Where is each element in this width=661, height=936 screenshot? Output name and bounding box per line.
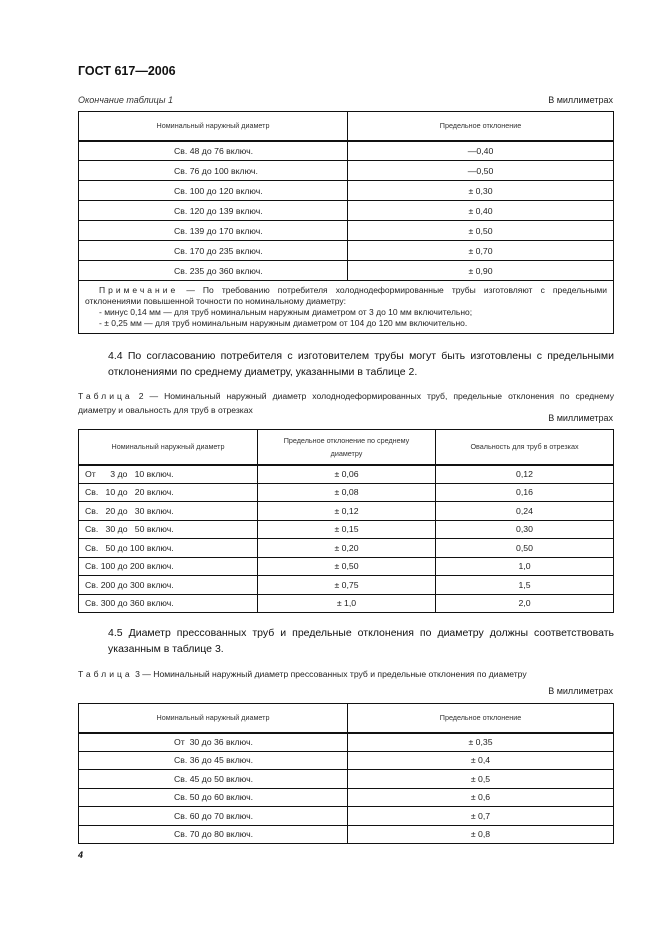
column-header: Предельное отклонение [348,112,614,141]
table-row [79,502,614,521]
table-cell: ± 0,06 [258,465,436,484]
table-cell: ± 0,40 [348,201,614,221]
table-cell: ± 0,8 [348,825,614,844]
table-cell: Св. 170 до 235 включ. [79,241,348,261]
table-row [79,201,614,221]
table-cell: 0,50 [436,539,614,558]
column-header: Овальность для труб в отрезках [436,430,614,465]
table-row [79,465,614,484]
page-number: 4 [78,850,84,860]
note-item: - минус 0,14 мм — для труб номинальным наружным диаметром от 3 до 10 мм включительно; [99,307,473,317]
table-cell: 0,24 [436,502,614,521]
table-cell: Св. 139 до 170 включ. [79,221,348,241]
table1-caption: Окончание таблицы 1 [78,95,173,105]
table-cell: ± 0,50 [258,557,436,576]
table-row [79,770,614,789]
table-cell: ± 0,70 [348,241,614,261]
table-cell: Св. 76 до 100 включ. [79,161,348,181]
table-row [79,141,614,161]
table-row [79,825,614,844]
column-header: Номинальный наружный диаметр [79,704,348,733]
table-row [79,751,614,770]
document-title: ГОСТ 617—2006 [78,64,176,78]
table-cell: ± 0,50 [348,221,614,241]
section-4-4: 4.4 По согласованию потребителя с изготовителем трубы могут быть изготовлены с предельными отклонениями по среднему диаметру, указанными в таблице 2. [108,350,614,378]
table-cell: ± 0,15 [258,520,436,539]
table-3 [78,703,614,844]
table-cell: Св. 235 до 360 включ. [79,261,348,281]
table-cell: Св. 60 до 70 включ. [79,807,348,826]
table-1 [78,111,614,334]
table3-unit: В миллиметрах [548,686,613,696]
table-cell: Св. 45 до 50 включ. [79,770,348,789]
table-cell: Св. 50 до 60 включ. [79,788,348,807]
table-cell: От 30 до 36 включ. [79,733,348,752]
table-cell: Св. 100 до 120 включ. [79,181,348,201]
table-cell: Св. 20 до 30 включ. [79,502,258,521]
table2-caption: Таблица 2 — Номинальный наружный диаметр холоднодеформированных труб, предельные отклонения по среднему диаметру и овальность для труб в отрезках [78,391,614,415]
table-cell: —0,50 [348,161,614,181]
section-4-5: 4.5 Диаметр прессованных труб и предельные отклонения по диаметру должны соответствовать указанным в таблице 3. [108,627,614,655]
table-cell: Св. 50 до 100 включ. [79,539,258,558]
table-cell: Св. 300 до 360 включ. [79,594,258,613]
column-header: Номинальный наружный диаметр [79,430,258,465]
table-row [79,733,614,752]
table-cell: ± 0,35 [348,733,614,752]
table-cell: 0,30 [436,520,614,539]
table-cell: ± 0,7 [348,807,614,826]
table-2 [78,429,614,613]
table-cell: Св. 10 до 20 включ. [79,483,258,502]
table-row [79,557,614,576]
table-cell: ± 0,12 [258,502,436,521]
table-row [79,807,614,826]
table-row [79,241,614,261]
table-row [79,576,614,595]
table1-note [79,281,614,334]
table-cell: —0,40 [348,141,614,161]
table-cell: От 3 до 10 включ. [79,465,258,484]
table-cell: Св. 70 до 80 включ. [79,825,348,844]
table-row [79,539,614,558]
table3-caption: Таблица 3 — Номинальный наружный диаметр прессованных труб и предельные отклонения по диаметру [78,669,527,679]
note-label: Примечание [99,285,179,295]
table-cell: ± 1,0 [258,594,436,613]
table-row [79,261,614,281]
column-header: Предельное отклонение [348,704,614,733]
note-item: - ± 0,25 мм — для труб номинальным наружным диаметром от 104 до 120 мм включительно. [99,318,468,328]
table-cell: ± 0,5 [348,770,614,789]
column-header: Номинальный наружный диаметр [79,112,348,141]
table-row [79,161,614,181]
table-cell: ± 0,6 [348,788,614,807]
table2-unit: В миллиметрах [548,413,613,423]
table-cell: ± 0,75 [258,576,436,595]
table-cell: Св. 100 до 200 включ. [79,557,258,576]
table-cell: ± 0,20 [258,539,436,558]
table-cell: 0,12 [436,465,614,484]
table-cell: 0,16 [436,483,614,502]
table-row [79,788,614,807]
table-cell: ± 0,4 [348,751,614,770]
table-cell: Св. 30 до 50 включ. [79,520,258,539]
table-cell: Св. 120 до 139 включ. [79,201,348,221]
table-row [79,594,614,613]
table-row [79,221,614,241]
table-cell: ± 0,08 [258,483,436,502]
column-header: Предельное отклонение по среднему диаметру [258,430,436,465]
table-cell: 2,0 [436,594,614,613]
table-row [79,483,614,502]
table-cell: Св. 200 до 300 включ. [79,576,258,595]
table-cell: 1,5 [436,576,614,595]
table-cell: Св. 48 до 76 включ. [79,141,348,161]
table-cell: 1,0 [436,557,614,576]
table-row [79,181,614,201]
table-cell: ± 0,90 [348,261,614,281]
table-row [79,520,614,539]
table1-unit: В миллиметрах [548,95,613,105]
table-cell: ± 0,30 [348,181,614,201]
table-cell: Св. 36 до 45 включ. [79,751,348,770]
note-text: — По требованию потребителя холоднодеформированные трубы изготовляют с предельными отклонениями повышенной точности по номинальному диаметру: [85,285,607,306]
